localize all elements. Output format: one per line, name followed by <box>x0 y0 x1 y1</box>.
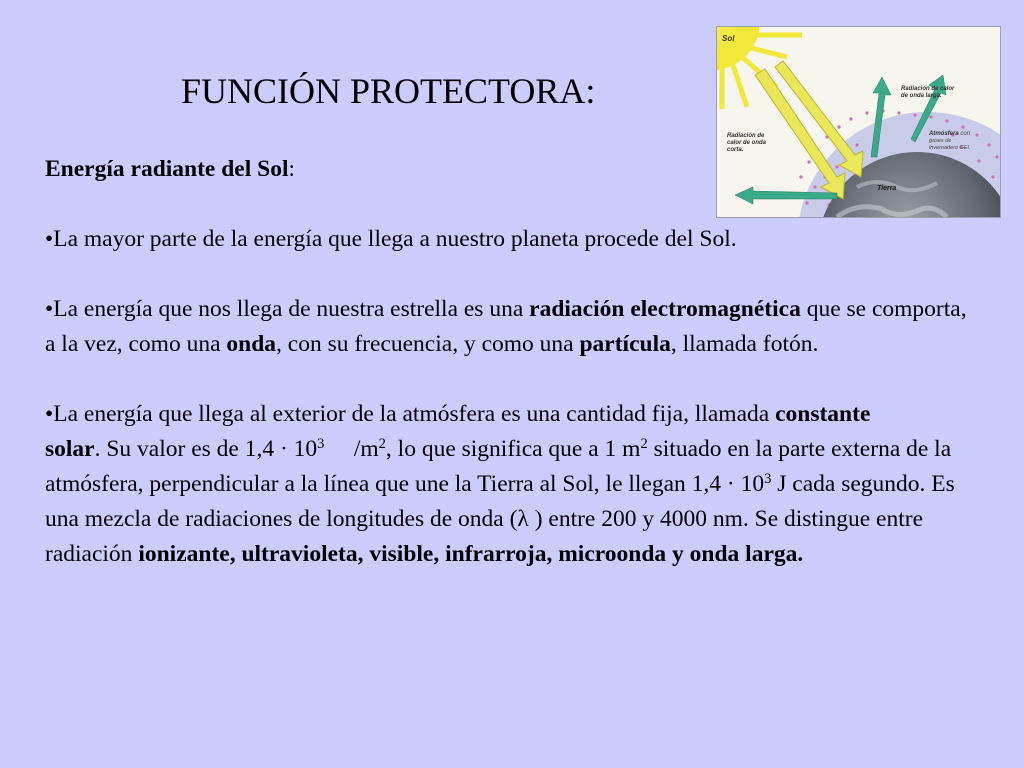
p2-text-1: •La energía que nos llega de nuestra estrella es una <box>45 296 530 322</box>
label-atmosphere-sub-1: gases de <box>929 138 952 144</box>
label-earth: Tierra <box>877 185 897 192</box>
slide-title: FUNCIÓN PROTECTORA: <box>181 71 596 111</box>
label-atmosphere-bold: Atmósfera <box>929 131 959 137</box>
heading-colon: : <box>288 156 296 182</box>
heading-bold: Energía radiante del Sol <box>45 156 289 182</box>
p3-sup-3: 2 <box>640 436 648 452</box>
p2-bold-2: onda <box>226 331 277 357</box>
p3-bold-1: constante solar <box>45 401 871 462</box>
p2-text-3: , con su frecuencia, y como una <box>276 331 580 357</box>
p3-bold-2: ionizante, ultravioleta, visible, infrarroja, microonda y onda larga. <box>138 541 804 567</box>
label-short-wave-2: calor de onda <box>727 140 767 146</box>
p3-sup-1: 3 <box>317 436 325 452</box>
p2-text-2: que se comporta, a la vez, como una <box>45 296 967 357</box>
greenhouse-diagram <box>716 26 1001 218</box>
label-sun: Sol <box>722 34 735 43</box>
p3-text-6: J cada segundo. Es una mezcla de radiaciones de longitudes de onda (λ ) entre 200 y 4000 nm. Se distingue entre radiación <box>45 471 955 567</box>
p3-sup-2: 2 <box>378 436 386 452</box>
p3-text-5: situado en la parte externa de la atmósfera, perpendicular a la línea que une la Tierra al Sol, le llegan 1,4 · 10 <box>45 436 952 497</box>
label-long-wave-2: de onda larga. <box>901 93 942 99</box>
p2-bold-3: partícula <box>579 331 671 357</box>
p3-text-4: , lo que significa que a 1 m <box>385 436 641 462</box>
paragraph-1: •La mayor parte de la energía que llega a nuestro planeta procede del Sol. <box>45 226 737 252</box>
p3-sup-4: 3 <box>764 471 772 487</box>
paragraph-2 <box>45 292 975 362</box>
p3-text-3: /m <box>324 436 379 462</box>
p2-bold-1: radiación electromagnética <box>529 296 801 322</box>
label-atmosphere-rest: con <box>958 131 971 137</box>
label-short-wave-1: Radiación de <box>727 133 765 139</box>
p2-text-4: , llamada fotón. <box>670 331 819 357</box>
p3-text-1: •La energía que llega al exterior de la atmósfera es una cantidad fija, llamada <box>45 401 776 427</box>
label-long-wave-1: Radiación de calor <box>901 86 955 92</box>
label-atmosphere-sub-2: invernadero GEI. <box>929 145 971 151</box>
greenhouse-diagram-svg <box>717 27 1000 217</box>
paragraph-3 <box>45 397 975 572</box>
label-atmosphere <box>928 131 971 137</box>
label-short-wave-3: corta. <box>727 147 744 153</box>
p3-text-2: . Su valor es de 1,4 · 10 <box>94 436 318 462</box>
